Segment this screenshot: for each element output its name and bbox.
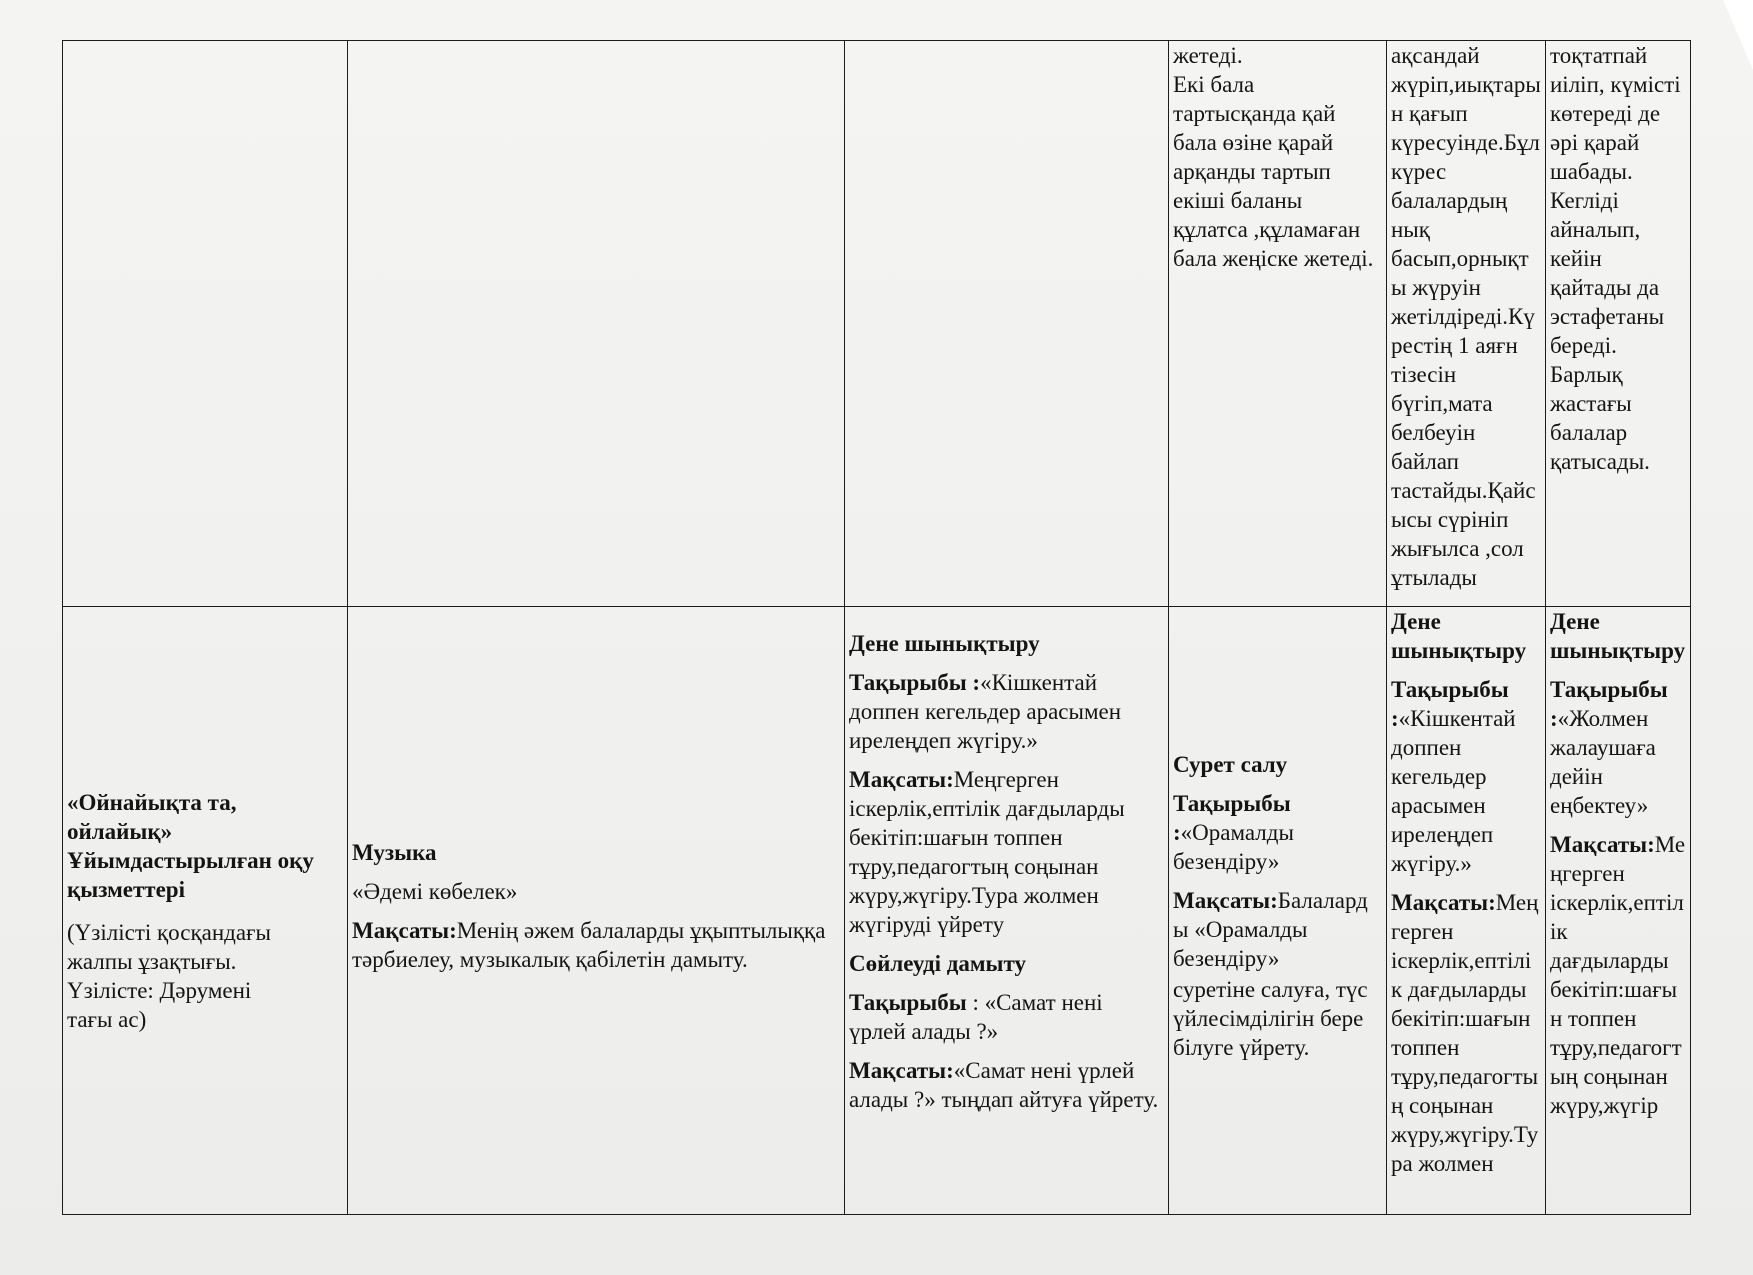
goal-label: Мақсаты:	[849, 767, 954, 792]
topic-text: «Кішкентай доппен кегельдер арасымен ирелеңдеп жүгіру.»	[849, 670, 1122, 753]
cell-game-rules-wrestling	[1387, 41, 1546, 607]
goal-label: Мақсаты:	[352, 917, 457, 943]
topic-text: «Кішкентай доппен кегельдер арасымен ирелеңдеп жүгіру.»	[1391, 706, 1516, 876]
topic-text: «Орамалды безендіру»	[1173, 819, 1294, 874]
goal-text: Меңгерген іскерлік,ептілік дағдыларды бекітіп:шағын топпен тұру,педагогтың соңынан жүру,жүгір	[1550, 832, 1686, 1118]
subject-heading: Дене шынықтыру	[1391, 609, 1527, 663]
goal-text: Меңгерген іскерлік,ептілік дағдыларды бекітіп:шағын топпен тұру,педагогтың соңынан жүру,жүгіру.Тура жолмен жүгіруді үйрету	[849, 767, 1125, 937]
subject-heading: Дене шынықтыру	[1550, 609, 1686, 663]
cell-text: ақсандай жүріп,иықтарын қағып күресуінде.Бұл күрес балалардың нық басып,орнықты жүруін жетілдіреді.Күрестің 1 аяғн тізесін бүгіп,мата белбеуін байлап тастайды.Қайсысы сүрініп жығылса ,сол ұтылады	[1391, 43, 1541, 590]
table-row	[63, 41, 1691, 607]
cell-empty	[63, 41, 348, 607]
goal-label: Мақсаты:	[1550, 832, 1655, 857]
goal-text-continued: суретіне салуға, түс үйлесімділігін бере білуге үйрету.	[1173, 976, 1368, 1060]
topic-label: Тақырыбы :	[1173, 790, 1291, 845]
goal-label: Мақсаты:	[1391, 890, 1496, 915]
cell-drawing	[1169, 607, 1387, 1215]
topic-label: Тақырыбы :	[1550, 677, 1668, 731]
cell-physical-ed-1	[1387, 607, 1546, 1215]
cell-physical-ed-2	[1546, 607, 1691, 1215]
activity-title: «Ойнайықта та, ойлайық» Ұйымдастырылған оқу қызметтері	[67, 789, 314, 902]
activity-note: (Үзілісті қосқандағы жалпы ұзақтығы. Үзілісте: Дәрумені тағы ас)	[67, 919, 271, 1032]
goal-text: Балаларды «Орамалды безендіру»	[1173, 887, 1368, 971]
goal-label: Мақсаты:	[849, 1058, 954, 1083]
goal-label: Мақсаты:	[1173, 887, 1278, 913]
cell-game-rules-tug	[1169, 41, 1387, 607]
cell-music	[348, 607, 845, 1215]
topic-label: Тақырыбы :	[1391, 677, 1509, 731]
topic-text: «Жолмен жалаушаға дейін еңбектеу»	[1550, 706, 1656, 818]
lesson-plan-table	[62, 40, 1691, 1215]
subject-heading: Сурет салу	[1173, 751, 1288, 777]
cell-empty	[348, 41, 845, 607]
cell-text: тоқтатпай иіліп, күмісті көтереді де әрі қарай шабады. Кегліді айналып, кейін қайтады да эстафетаны береді. Барлық жастағы балалар қатысады.	[1550, 43, 1681, 474]
cell-empty	[845, 41, 1169, 607]
cell-game-rules-relay	[1546, 41, 1691, 607]
topic-label: Тақырыбы :	[849, 670, 981, 695]
subject-heading: Музыка	[352, 839, 437, 865]
topic-text: «Әдемі көбелек»	[352, 878, 518, 904]
table-row	[63, 607, 1691, 1215]
topic-label: Тақырыбы	[849, 990, 967, 1015]
subject-heading: Сөйлеуді дамыту	[849, 951, 1026, 976]
cell-activity-title	[63, 607, 348, 1215]
cell-text: жетеді. Екі бала тартысқанда қай бала өзіне қарай арқанды тартып екіші баланы құлатса ,құламаған бала жеңіске жетеді.	[1173, 43, 1374, 271]
cell-physical-speech	[845, 607, 1169, 1215]
goal-text: Меңгерген іскерлік,ептілік дағдыларды бекітіп:шағын топпен тұру,педагогтың соңынан жүру,жүгіру.Тура жолмен	[1391, 890, 1539, 1176]
folded-corner	[1723, 0, 1753, 70]
topic-text: : «Самат нені үрлей алады ?»	[849, 990, 1103, 1044]
goal-text: «Самат нені үрлей алады ?» тыңдап айтуға үйрету.	[849, 1058, 1159, 1112]
goal-text: Менің әжем балаларды ұқыптылыққа тәрбиелеу, музыкалық қабілетін дамыту.	[352, 917, 826, 972]
subject-heading: Дене шынықтыру	[849, 631, 1040, 656]
